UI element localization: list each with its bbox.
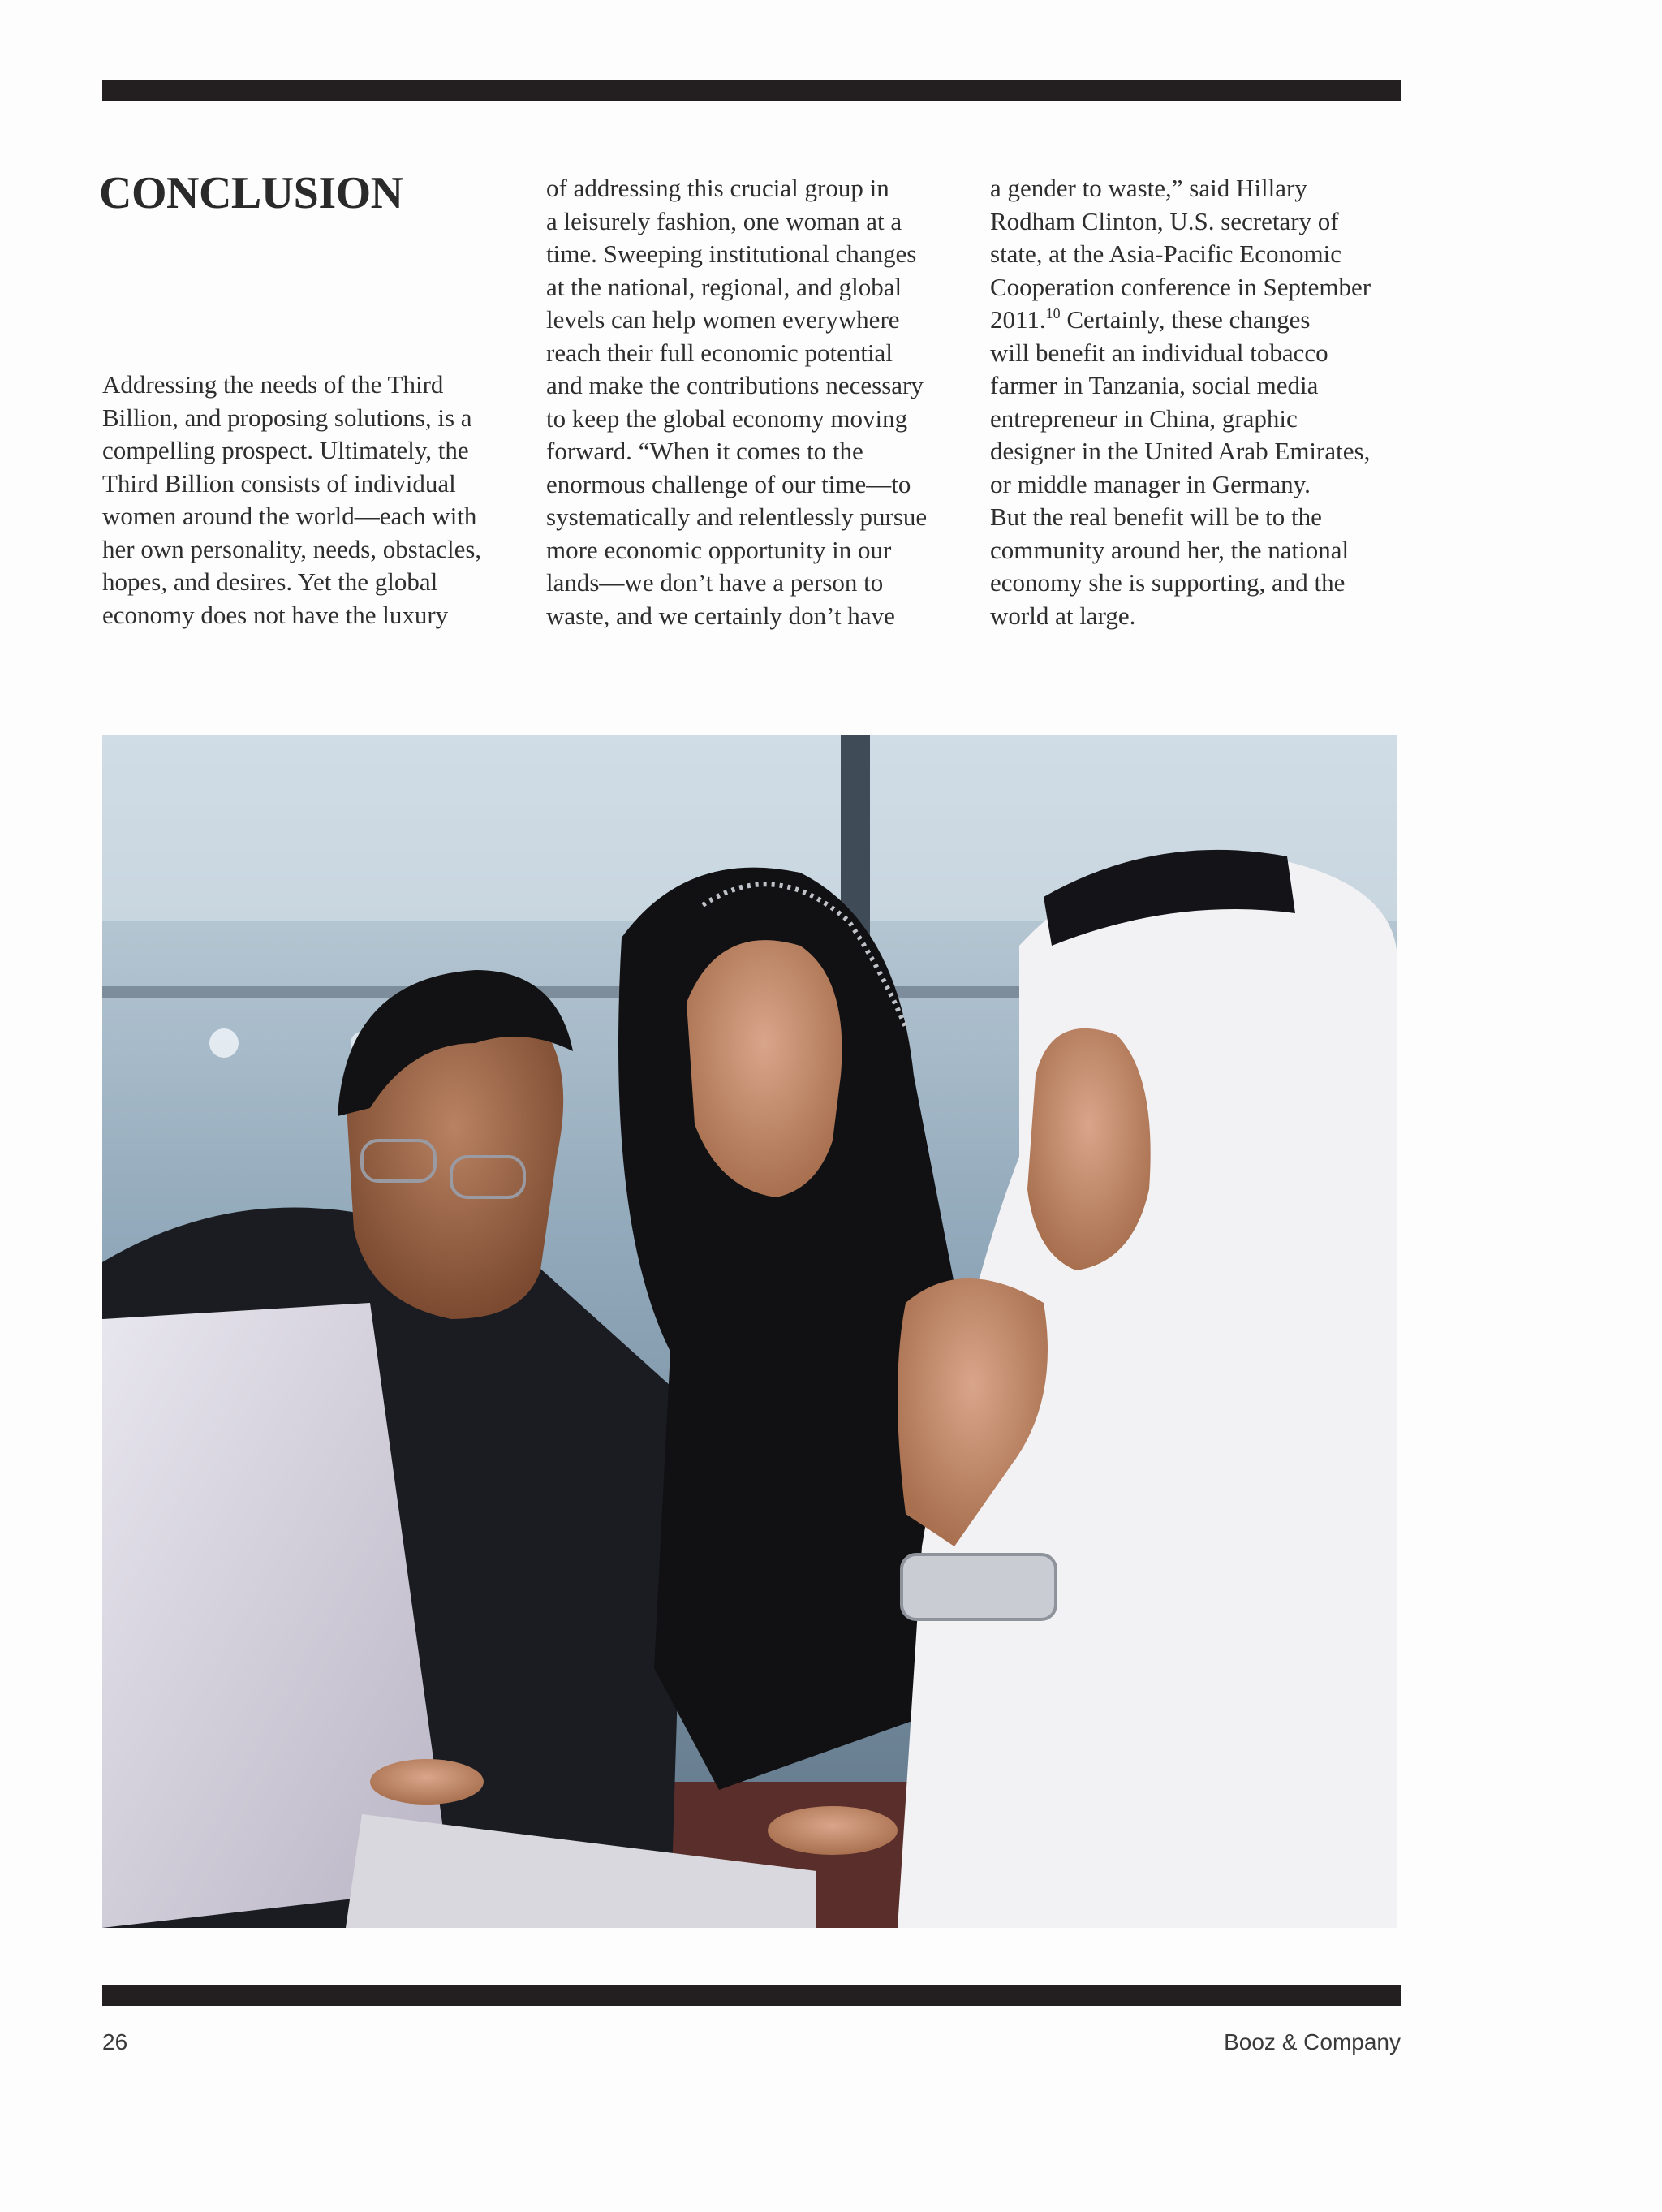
body-column-2: of addressing this crucial group in a leisurely fashion, one woman at a time. Sweeping institutional changes at the national, regional, and global levels can help women everywhere reach their full economic potential and make the contributions necessary to keep the global economy moving forward. “When it comes to the enormous challenge of our time—to systematically and relentlessly pursue more economic opportunity in our lands—we don’t have a person to waste, and we certainly don’t have [546,174,928,630]
footnote-reference: 10 [1045,305,1061,321]
body-column-3-text-a: a gender to waste,” said Hillary Rodham Clinton, U.S. secretary of state, at the Asia-Pacific Economic Cooperation conference in September 2011. [990,174,1371,334]
top-rule [102,80,1401,101]
bottom-rule [102,1985,1401,2006]
publisher-name: Booz & Company [1224,2029,1401,2055]
body-column-3 [990,172,1412,632]
page-number: 26 [102,2029,128,2055]
body-column-1: Addressing the needs of the Third Billion, and proposing solutions, is a compelling prospect. Ultimately, the Third Billion consists of individual women around the world—each with her own personality, needs, obstacles, hopes, and desires. Yet the global economy does not have the luxury [102,370,482,629]
section-heading: CONCLUSION [99,168,403,218]
body-column-3-text-b: Certainly, these changes will benefit an individual tobacco farmer in Tanzania, social media entrepreneur in China, graphic designer in the United Arab Emirates, or middle manager in Germany. But the real benefit will be to the community around her, the national economy she is supporting, and the world at large. [990,305,1371,630]
office-meeting-photo [102,735,1397,1928]
